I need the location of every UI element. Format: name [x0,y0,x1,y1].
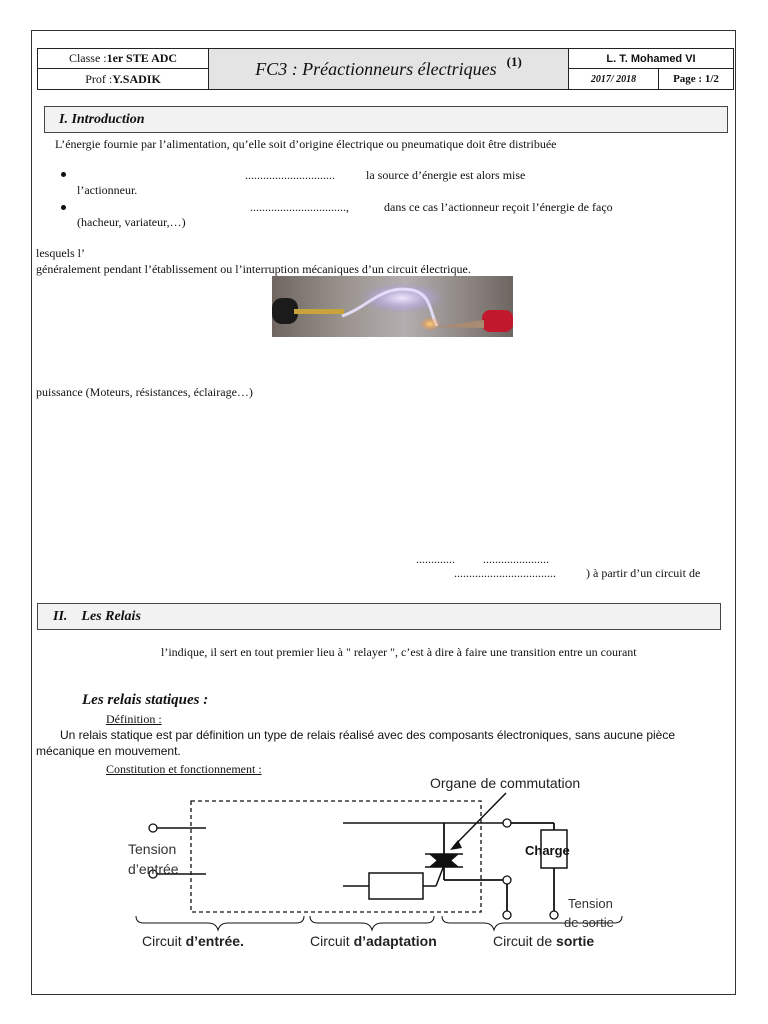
tension-entree-label-1: Tension [128,841,177,857]
bullet-1 [61,172,66,177]
classe-value: 1er STE ADC [106,51,178,65]
prof-cell: Prof : Y.SADIK [38,69,209,89]
bullet-1-blank: .............................. [245,168,335,182]
year-cell [569,69,659,89]
input-terminal-top [149,824,157,832]
tension-entree-label-2: d’entrée [128,861,179,877]
output-tension-terminal-left [503,911,511,919]
contactor-text: ) à partir d’un circuit de [586,566,701,580]
constitution-title: Constitution et fonctionnement : [106,762,262,776]
circuit-entree-label: Circuit d’entrée. [142,933,244,949]
arc-paragraph-line1: lesquels l’ [36,246,85,260]
relais-paragraph: l’indique, il sert en tout premier lieu à " relayer ", c’est à dire à faire une transition entre un courant [161,645,637,659]
definition-title: Définition : [106,712,162,726]
title-note: (1) [506,54,522,69]
brace-adaptation [310,916,434,930]
header-table [37,48,734,90]
bullet-1-text: la source d’énergie est alors mise [366,168,526,182]
contactor-blank-2: ...................... [483,552,549,566]
school-year: 2017/ 2018 [590,73,637,85]
intro-paragraph: L’énergie fournie par l’alimentation, qu’elle soit d’origine électrique ou pneumatique doit être distribuée [55,137,557,151]
school-name: L. T. Mohamed VI [606,52,696,65]
power-paragraph: puissance (Moteurs, résistances, éclairage…) [36,385,253,399]
output-terminal-top [503,819,511,827]
tension-sortie-label-1: Tension [568,896,613,911]
school-cell [569,49,733,69]
section-relais-heading: II. Les Relais [37,603,721,630]
arc-paragraph-line2: généralement pendant l’établissement ou l’interruption mécaniques d’un circuit électrique. [36,262,471,276]
electric-arc-illustration [272,276,513,337]
bullet-2-blank: ................................, [250,200,349,214]
document-title: FC3 : Préactionneurs électriques [255,58,497,79]
section-introduction-heading: I. Introduction [44,106,728,133]
page-number: Page : 1/2 [673,73,719,85]
organe-commutation-label: Organe de commutation [430,775,581,791]
bullet-1-line2: l’actionneur. [77,183,138,197]
page-cell [659,69,733,89]
output-tension-terminal-right [550,911,558,919]
definition-line-1: Un relais statique est par définition un type de relais réalisé avec des composants électroniques, sans aucune pièce [60,728,676,742]
bullet-2 [61,205,66,210]
contactor-blank-1: ............. [416,552,455,566]
solid-state-relay-diagram [120,770,640,955]
bullet-2-line2: (hacheur, variateur,…) [77,215,186,229]
prof-value: Y.SADIK [112,71,161,86]
output-terminal-bottom [503,876,511,884]
bullet-2-text: dans ce cas l’actionneur reçoit l’énergie de faço [384,200,613,214]
circuit-adaptation-label: Circuit d’adaptation [310,933,437,949]
classe-cell: Classe : 1er STE ADC [38,49,209,69]
charge-label: Charge [525,843,570,858]
contactor-blank-3: .................................. [454,566,556,580]
relais-statiques-heading: Les relais statiques : [82,692,209,708]
circuit-sortie-label: Circuit de sortie [493,933,595,949]
tension-sortie-label-2: de sortie [564,915,614,930]
definition-line-2: mécanique en mouvement. [36,744,181,758]
brace-entree [136,916,304,930]
adaptation-resistor [369,873,423,899]
title-cell [209,49,569,89]
electric-arc-photo [272,276,513,337]
